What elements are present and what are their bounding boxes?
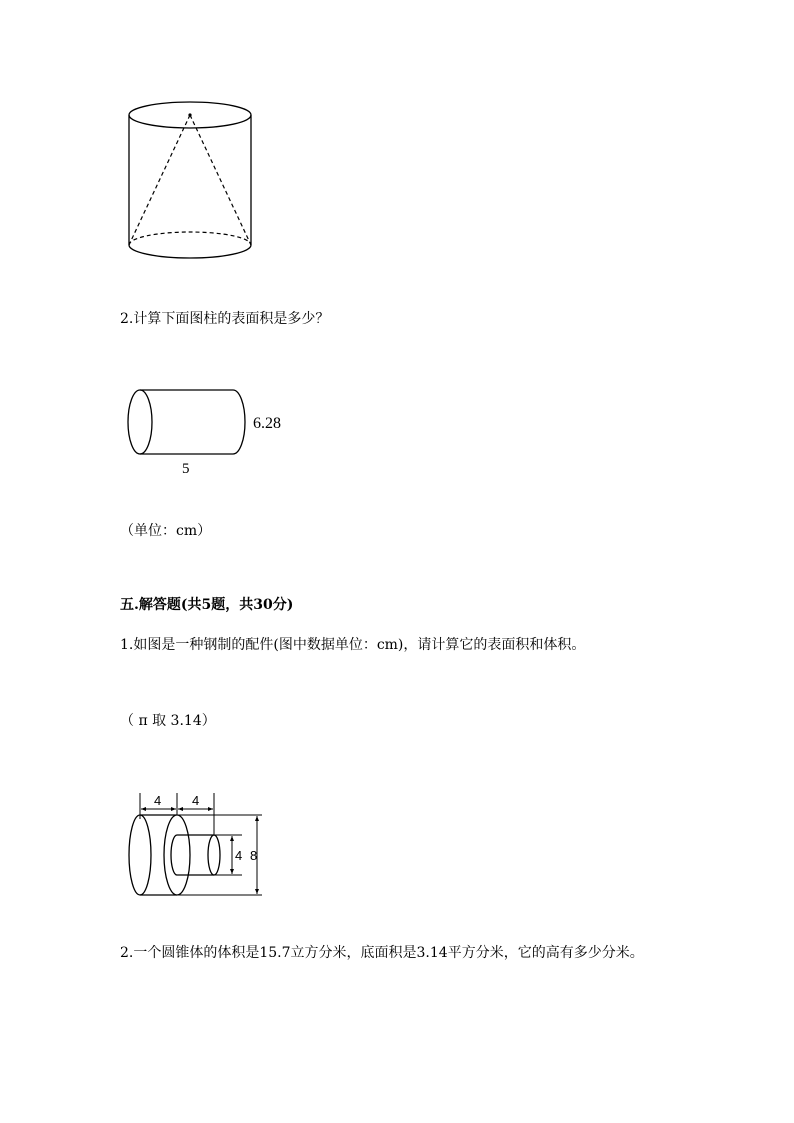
cone-right-edge (190, 115, 251, 245)
dim-label-left: 4 (154, 793, 162, 808)
arrowhead (230, 836, 234, 841)
arrowhead (178, 807, 183, 811)
cylinder-bottom-front-arc (129, 245, 251, 258)
arrowhead (255, 889, 259, 894)
cylinder-left-face (128, 390, 152, 454)
section-5-question-2-text: 2.一个圆锥体的体积是15.7立方分米，底面积是3.14平方分米，它的高有多少分米。 (120, 945, 644, 961)
cylinder-right-arc (233, 390, 245, 454)
large-cylinder-front-face (164, 815, 190, 895)
horizontal-cylinder-figure (120, 380, 300, 480)
arrowhead (255, 816, 259, 821)
arrowhead (230, 869, 234, 874)
circumference-label: 6.28 (253, 415, 281, 432)
steel-part-figure (120, 785, 280, 905)
dim-label-inner: 4 (235, 848, 243, 863)
small-cylinder-front-face (208, 835, 220, 875)
unit-note: （单位：cm） (120, 523, 212, 539)
cylinder-bottom-back-arc (129, 232, 251, 245)
dim-label-outer: 8 (250, 848, 258, 863)
large-cylinder-back-face (129, 815, 151, 895)
question-2-text: 2.计算下面图柱的表面积是多少？ (120, 311, 330, 327)
arrowhead (171, 807, 176, 811)
section-title: 五.解答题(共5题，共30分) (120, 597, 294, 613)
cone-left-edge (129, 115, 190, 245)
arrowhead (208, 807, 213, 811)
cylinder-cone-figure (120, 95, 265, 275)
pi-note: （ π 取 3.14） (120, 713, 216, 729)
section-5-question-1-text: 1.如图是一种钢制的配件(图中数据单位：cm)，请计算它的表面积和体积。 (120, 637, 586, 653)
length-label: 5 (182, 461, 190, 477)
arrowhead (141, 807, 146, 811)
cone-apex (188, 113, 191, 116)
dim-label-right: 4 (192, 793, 200, 808)
